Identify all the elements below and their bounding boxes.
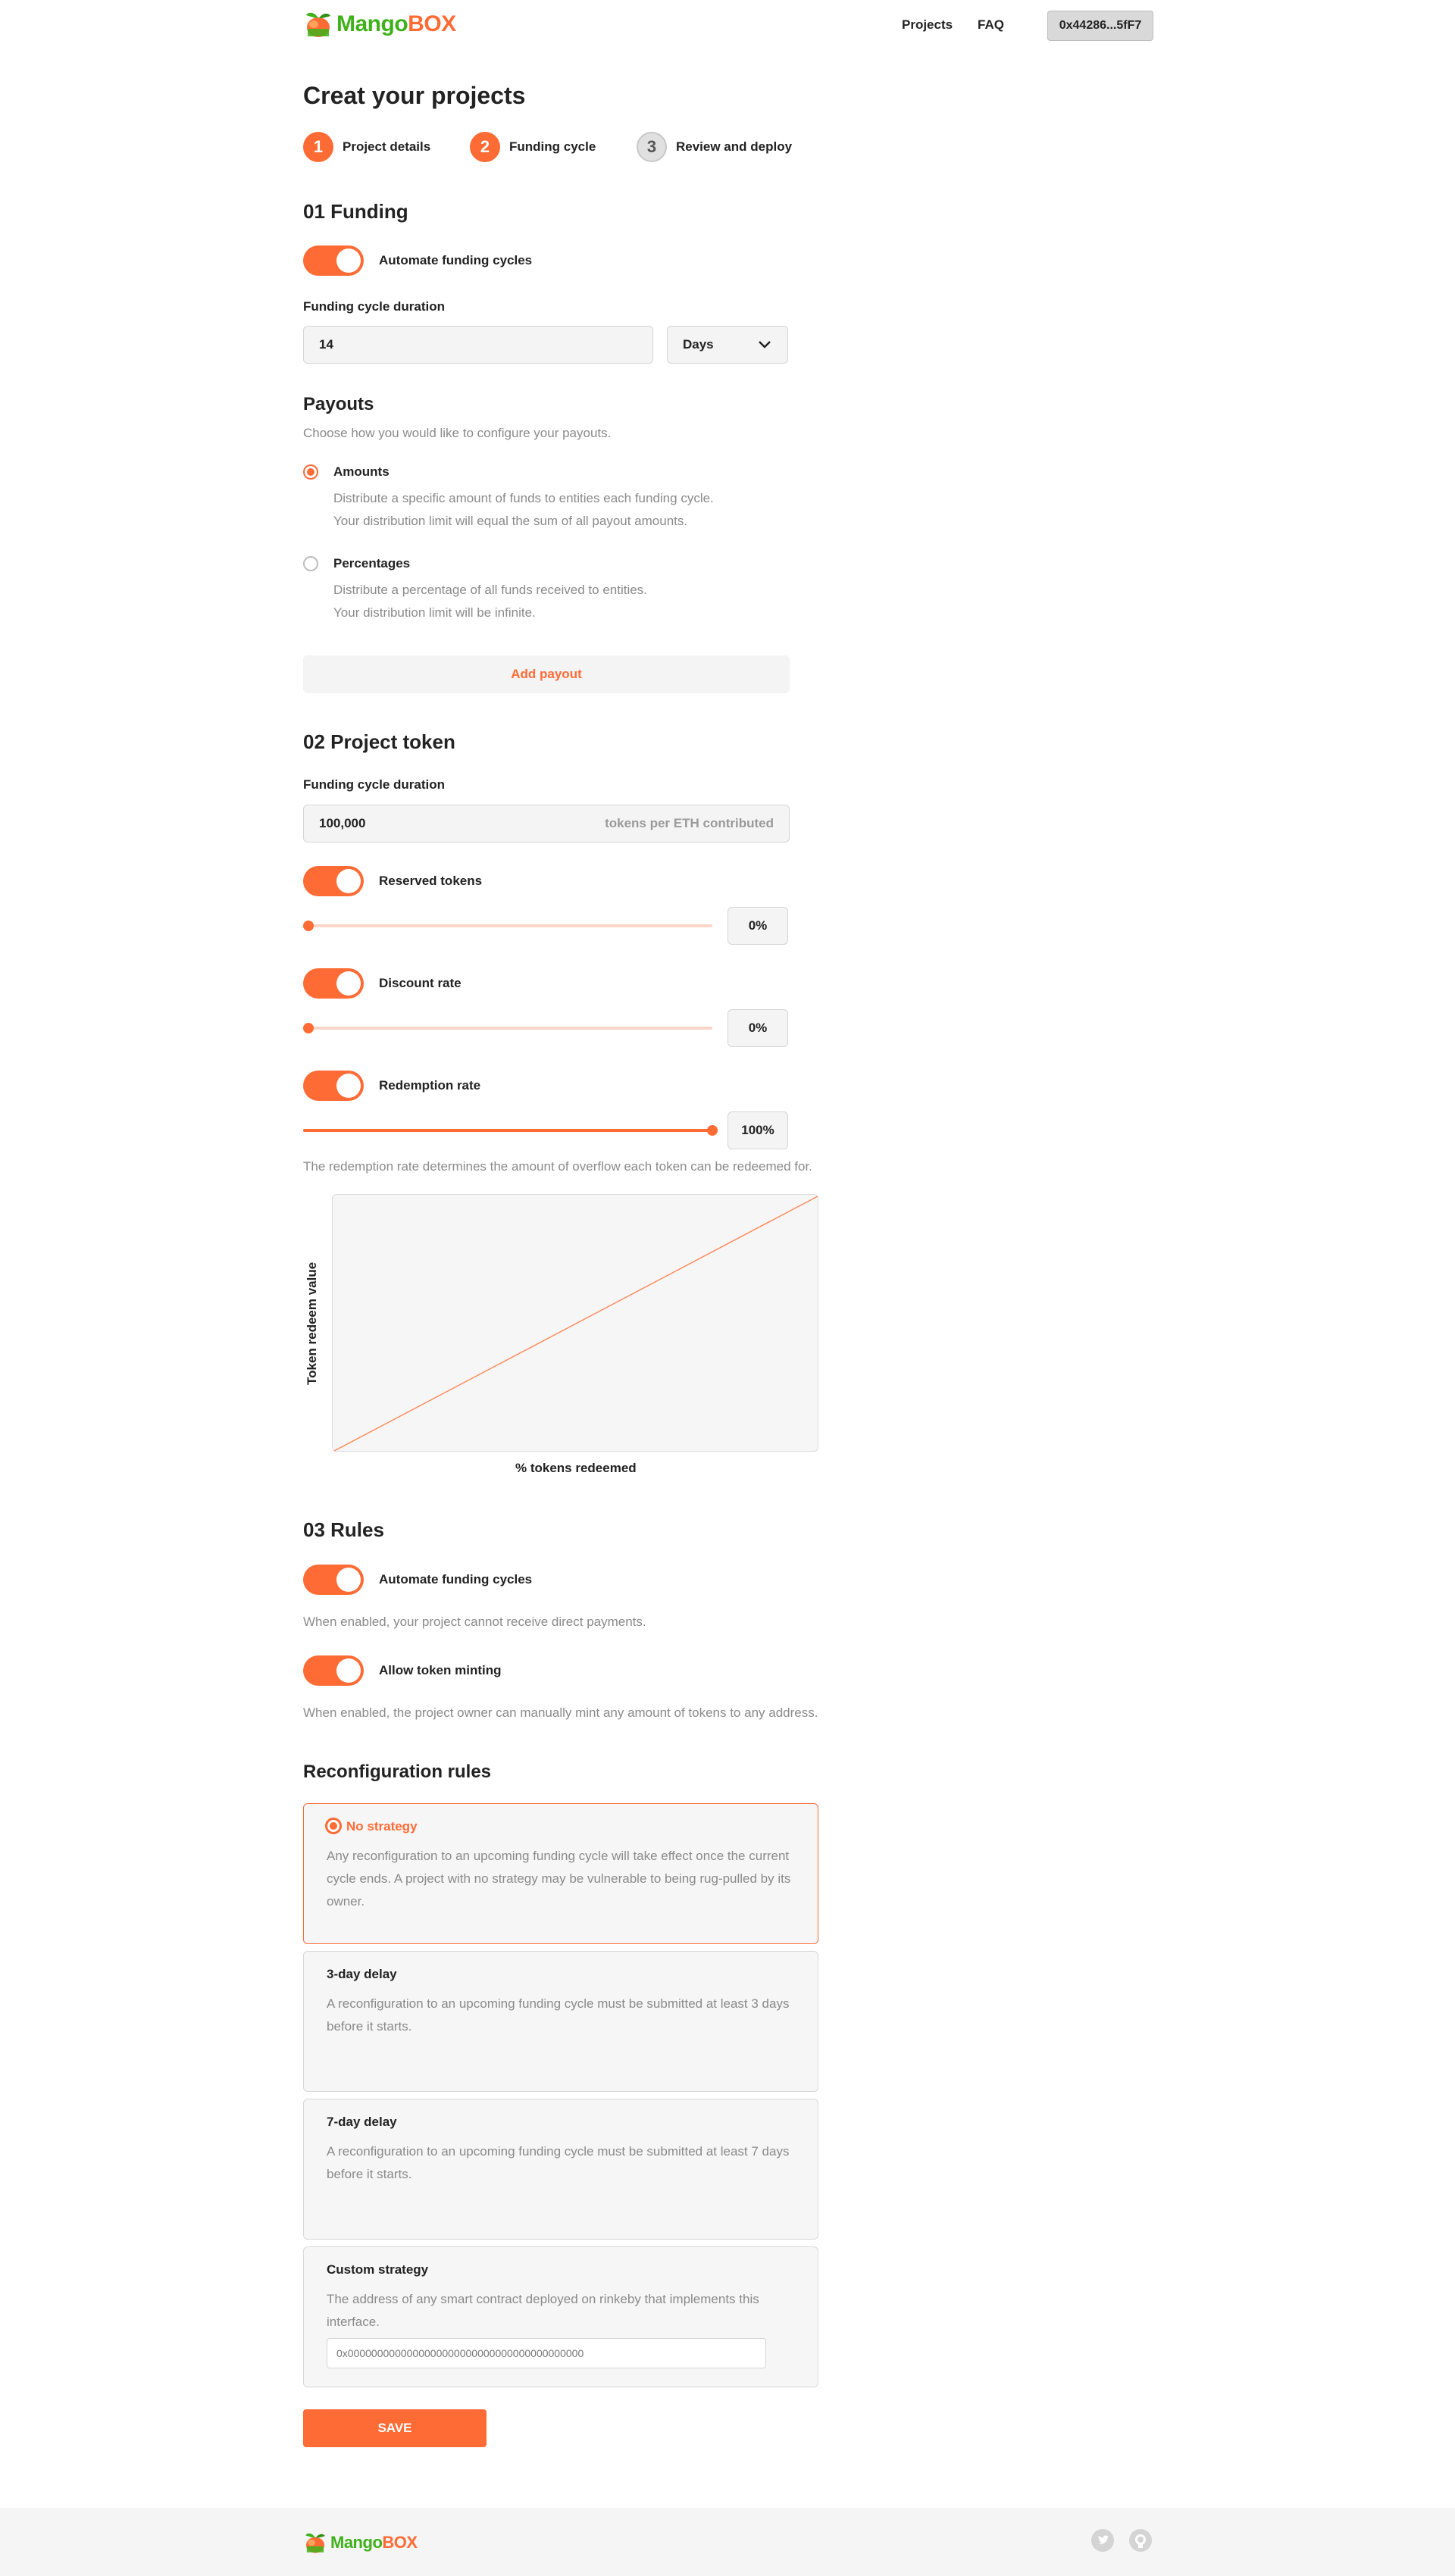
project-token-heading: 02 Project token — [303, 730, 455, 753]
redemption-note: The redemption rate determines the amount of overflow each token can be redeemed for. — [303, 1159, 812, 1174]
payouts-subtitle: Choose how you would like to configure your payouts. — [303, 426, 612, 440]
payout-percentages-radio[interactable] — [303, 556, 318, 571]
redemption-curve-graph — [332, 1194, 818, 1452]
step-label: Project details — [343, 139, 431, 154]
step-label: Funding cycle — [509, 139, 596, 154]
duration-unit-select[interactable] — [667, 326, 788, 364]
payout-amounts-desc-2: Your distribution limit will equal the sum of all payout amounts. — [333, 514, 688, 528]
discount-rate-toggle[interactable] — [303, 968, 364, 999]
redemption-rate-toggle[interactable] — [303, 1071, 364, 1101]
payout-percentages-label[interactable]: Percentages — [333, 556, 411, 571]
reconfig-heading: Reconfiguration rules — [303, 1762, 492, 1782]
strategy-desc: Any reconfiguration to an upcoming funding cycle will take effect once the current cycle ends. A project with no strategy may be vulnerable to being rug-pulled by its owner. — [327, 1849, 791, 1909]
strategy-radio-selected[interactable] — [325, 1818, 342, 1834]
rules-automate-label: Automate funding cycles — [379, 1572, 533, 1587]
mango-logo-icon — [303, 2531, 327, 2555]
reserved-tokens-slider[interactable] — [303, 924, 712, 927]
step-funding-cycle[interactable] — [470, 132, 596, 162]
add-payout-button[interactable]: Add payout — [303, 655, 790, 693]
slider-handle[interactable] — [303, 1023, 314, 1033]
step-project-details[interactable] — [303, 132, 430, 162]
automate-funding-label: Automate funding cycles — [379, 253, 533, 267]
nav-projects[interactable]: Projects — [902, 17, 953, 32]
step-number: 1 — [303, 132, 333, 162]
slider-fill — [303, 1129, 712, 1132]
slider-handle[interactable] — [707, 1125, 718, 1136]
redemption-rate-label: Redemption rate — [379, 1078, 481, 1093]
redemption-rate-value[interactable]: 100% — [728, 1111, 788, 1149]
strategy-title: No strategy — [346, 1819, 418, 1834]
payout-percentages-desc-1: Distribute a percentage of all funds received to entities. — [333, 583, 647, 597]
payouts-heading: Payouts — [303, 394, 374, 414]
footer-brand-logo[interactable] — [303, 2531, 418, 2555]
footer — [0, 2508, 1455, 2576]
strategy-card-3-day[interactable] — [303, 1951, 818, 2092]
strategy-title: Custom strategy — [327, 2262, 429, 2277]
strategy-desc: A reconfiguration to an upcoming funding cycle must be submitted at least 3 days before it starts. — [327, 1996, 790, 2034]
graph-x-axis-label: % tokens redeemed — [515, 1461, 637, 1475]
step-review-deploy[interactable] — [637, 132, 792, 162]
reserved-tokens-label: Reserved tokens — [379, 874, 483, 888]
strategy-desc: The address of any smart contract deployed on rinkeby that implements this interface. — [327, 2292, 759, 2329]
funding-heading: 01 Funding — [303, 200, 408, 223]
twitter-icon[interactable] — [1091, 2529, 1114, 2552]
token-minting-toggle[interactable] — [303, 1655, 364, 1686]
step-label: Review and deploy — [676, 139, 793, 154]
strategy-title: 7-day delay — [327, 2115, 397, 2129]
discount-rate-value[interactable]: 0% — [728, 1009, 788, 1047]
strategy-card-custom[interactable] — [303, 2246, 818, 2387]
wallet-address-button[interactable]: 0x44286...5fF7 — [1047, 11, 1153, 41]
strategy-card-none[interactable] — [303, 1803, 818, 1944]
token-minting-note: When enabled, the project owner can manually mint any amount of tokens to any address. — [303, 1705, 818, 1720]
duration-label: Funding cycle duration — [303, 299, 446, 314]
duration-input[interactable]: 14 — [303, 326, 653, 364]
rules-automate-note: When enabled, your project cannot receive direct payments. — [303, 1615, 646, 1629]
custom-strategy-address-input[interactable] — [327, 2338, 766, 2368]
github-glyph — [1129, 2529, 1152, 2552]
redemption-curve-svg — [333, 1195, 819, 1452]
save-button[interactable]: SAVE — [303, 2409, 487, 2447]
redemption-curve-line — [334, 1196, 818, 1451]
nav-faq[interactable]: FAQ — [978, 17, 1004, 32]
tokens-per-eth-suffix: tokens per ETH contributed — [605, 816, 774, 830]
graph-y-axis-label: Token redeem value — [305, 1261, 319, 1385]
brand-name: MangoBOX — [336, 11, 456, 36]
main-content — [303, 0, 1152, 2508]
rules-automate-toggle[interactable] — [303, 1565, 364, 1595]
token-minting-label: Allow token minting — [379, 1663, 502, 1677]
step-number: 2 — [470, 132, 500, 162]
discount-rate-slider[interactable] — [303, 1027, 712, 1030]
chevron-down-icon — [757, 337, 772, 352]
payout-amounts-label[interactable]: Amounts — [333, 464, 390, 479]
strategy-card-7-day[interactable] — [303, 2099, 818, 2240]
rules-heading: 03 Rules — [303, 1518, 384, 1541]
strategy-title: 3-day delay — [327, 1967, 397, 1981]
duration-unit-value: Days — [683, 337, 714, 352]
token-duration-label: Funding cycle duration — [303, 777, 446, 792]
reserved-tokens-toggle[interactable] — [303, 866, 364, 896]
github-icon[interactable] — [1129, 2529, 1152, 2552]
twitter-glyph — [1091, 2529, 1114, 2552]
payout-amounts-desc-1: Distribute a specific amount of funds to entities each funding cycle. — [333, 491, 714, 505]
redemption-rate-slider[interactable] — [303, 1129, 712, 1132]
footer-brand-name: MangoBOX — [330, 2533, 418, 2552]
payout-amounts-radio[interactable] — [303, 464, 318, 480]
tokens-per-eth-input[interactable] — [303, 805, 790, 843]
strategy-desc: A reconfiguration to an upcoming funding cycle must be submitted at least 7 days before it starts. — [327, 2144, 790, 2181]
discount-rate-label: Discount rate — [379, 976, 462, 990]
page-title: Creat your projects — [303, 82, 526, 109]
reserved-tokens-value[interactable]: 0% — [728, 907, 788, 945]
tokens-per-eth-value: 100,000 — [319, 816, 366, 830]
step-number: 3 — [637, 132, 667, 162]
automate-funding-toggle[interactable] — [303, 245, 364, 276]
slider-handle[interactable] — [303, 921, 314, 931]
payout-percentages-desc-2: Your distribution limit will be infinite. — [333, 605, 536, 620]
